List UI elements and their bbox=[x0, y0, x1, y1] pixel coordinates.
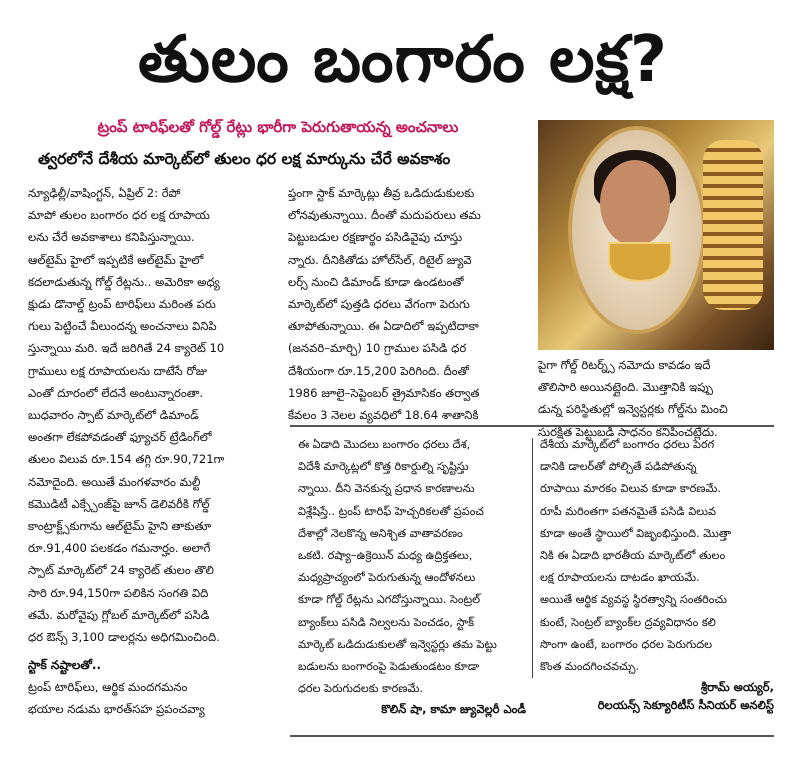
face-shape bbox=[600, 160, 670, 246]
article-line: తొలిసారి అయినట్లైంది. మొత్తానికి ఇప్పు bbox=[538, 380, 713, 395]
quote-line: డానికి డాలర్‌తో పోల్చితే పడిపోతున్న bbox=[540, 460, 697, 474]
article-line: ఆల్‌టైమ్ హైలో ఇప్పటికే ఆల్‌టైమ్ హైలో bbox=[28, 252, 204, 267]
article-line: గులు పెట్టించే వీలుందన్న అంచనాలు వినిపి bbox=[28, 319, 217, 334]
article-line: మాపో తులం బంగారం ధర లక్ష రూపాయ bbox=[28, 208, 210, 223]
quote-line: విదేశీ మార్కెట్లలో కొత్త రికార్డుల్ని సృష్టిస్తు bbox=[298, 460, 469, 474]
kicker: ట్రంప్ టారిఫ్‌లతో గోల్డ్ రేట్లు భారీగా పెరుగుతాయన్న అంచనాలు bbox=[97, 118, 459, 136]
quote-line: ఒకటి. రష్యా–ఉక్రెయిన్ మధ్య ఉద్రిక్తతలు, bbox=[298, 549, 473, 563]
quote-line: మార్కెట్ ఒడిదుడుకులతో ఇన్వెస్టర్లు తమ పెట్టు bbox=[298, 637, 497, 651]
article-line: కదలాడుతున్న గోల్డ్ రేట్లను.. అమెరికా అధ్య bbox=[28, 274, 220, 289]
article-line: గ్రాములు లక్ష రూపాయలను దాటేసే రోజు bbox=[28, 363, 208, 378]
article-line: పెట్టుబడుల రక్షణార్థం పసిడివైపు చూస్తు bbox=[288, 230, 463, 245]
article-line: తమే. మరోవైపు గ్లోబల్ మార్కెట్‌లో పసిడి bbox=[28, 607, 210, 622]
box-divider bbox=[532, 438, 533, 678]
quote-line: కూడా అంతే స్థాయిలో విజృంభిస్తుంది. మొత్తా bbox=[540, 526, 732, 540]
quote-line: నికి ఈ ఏడాది భారతీయ మార్కెట్‌లో తులం bbox=[540, 549, 726, 563]
article-line: స్తున్నాయి మరి. ఇదే జరిగితే 24 క్యారెట్ 10 bbox=[28, 341, 225, 356]
article-line: (జనవరి–మార్చి) 10 గ్రాముల పసిడి ధర bbox=[288, 341, 467, 356]
quote-line: లక్ష రూపాయలను దాటడం ఖాయమే. bbox=[540, 571, 700, 585]
article-line: న్యూఢిల్లీ/వాషింగ్టన్, ఏప్రిల్ 2: రేపో bbox=[28, 186, 181, 200]
quote-line: బ్యాంక్‌లు పసిడి నిల్వలను పెంచడం, స్టాక్ bbox=[298, 615, 474, 629]
article-line: అంతగా లేకపోవడంతో ఫ్యూచర్ ట్రేడింగ్‌లో bbox=[28, 430, 212, 445]
article-line: కేవలం 3 నెలల వ్యవధిలో 18.64 శాతానికి bbox=[288, 408, 479, 423]
section-subhead: స్టాక్ నష్టాలతో.. bbox=[28, 658, 102, 673]
quote-line: బడులను బంగారంపై పెడుతుండటం కూడా bbox=[298, 660, 480, 674]
article-line: తూపోతున్నాయి. ఈ ఏడాదిలో ఇప్పటిదాకా bbox=[288, 319, 479, 334]
article-line: సారి రూ.94,150గా పలికిన సంగతి విది bbox=[28, 585, 209, 600]
article-line: రూ.91,400 పలకడం గమనార్హం. అలాగే bbox=[28, 541, 211, 556]
expert-quote-right bbox=[540, 434, 774, 714]
article-line: కమొడిటీ ఎక్స్చేంజ్‌పై జూన్ డెలివరీకి గోల్డ్ bbox=[28, 496, 210, 511]
display-necklace-shape bbox=[703, 140, 763, 310]
woman-with-gold-jewellery-photo bbox=[538, 120, 774, 350]
article-line: దేశీయంగా రూ.15,200 పెరిగింది. దీంతో bbox=[288, 363, 469, 378]
article-line: క్షుడు డొనాల్డ్ ట్రంప్ టారిఫ్‌లు మరింత పరు bbox=[28, 297, 216, 312]
article-line: ప్తంగా స్టాక్ మార్కెట్లు తీవ్ర ఒడిదుడుకులకు bbox=[288, 186, 475, 200]
quote-line: కూడా గోల్డ్ రేట్లను ఎగదోస్తున్నాయి. సెంట్రల్ bbox=[298, 593, 481, 607]
gold-necklace-shape bbox=[608, 242, 672, 282]
quote-credit-left: కొలిన్ షా, కామా జ్యువెల్లరీ ఎండీ bbox=[381, 702, 526, 717]
quote-line: సొంగా ఉంటే, బంగారం ధరల పెరుగుదల bbox=[540, 637, 713, 651]
page-headline: తులం బంగారం లక్ష? bbox=[137, 23, 669, 97]
article-line: డున్న పరిస్థితుల్లో ఇన్వెస్టర్లకు గోల్డ్‌ను మించి bbox=[538, 402, 728, 417]
article-line: నమోదైంది. అయితే మంగళవారం మల్టీ bbox=[28, 474, 201, 489]
quote-line: అయితే ఆర్థిక వ్యవస్థ స్థిరత్వాన్ని సంతరించు bbox=[540, 593, 727, 607]
expert-quote-left bbox=[298, 434, 526, 718]
quote-line: రూపీ మరింతగా పతనమైతే పసిడి విలువ bbox=[540, 504, 716, 518]
article-line: ధర ఔన్స్ 3,100 డాలర్లను అధిగమించింది. bbox=[28, 630, 220, 645]
quote-line: ఈ ఏడాది మొదలు బంగారం ధరలు దేశ, bbox=[298, 438, 471, 451]
article-line: కాంట్రాక్ట్స్‌కుగాను ఆల్‌టైమ్ హైని తాకుతూ bbox=[28, 519, 212, 534]
article-line: బుధవారం స్పాట్ మార్కెట్‌లో డిమాండ్ bbox=[28, 408, 199, 423]
article-line: మార్కెట్‌లో పుత్తడి ధరలు వేగంగా పెరుగు bbox=[288, 297, 470, 312]
article-line: పైగా గోల్డ్ రిటర్న్స్ నమోదు కావడం ఇదే bbox=[538, 358, 711, 372]
article-line: భయాల నడుమ భారత్‌సహ ప్రపంచవ్యా bbox=[28, 702, 205, 717]
article-line: న్నారు. దీనికితోడు హోల్‌సేల్, రిటైల్ జ్యువె bbox=[288, 252, 472, 267]
article-column-2 bbox=[288, 182, 528, 426]
article-line: లోనవుతున్నాయి. దీంతో మదుపరులు తమ bbox=[288, 208, 481, 223]
quote-line: మధ్యప్రాచ్యంలో పెరుగుతున్న ఆందోళనలు bbox=[298, 571, 476, 585]
article-line: ట్రంప్ టారిఫ్‌లు, ఆర్థిక మందగమనం bbox=[28, 680, 188, 695]
quote-line: దేశీయ మార్కెట్‌లో బంగారం ధరలు పెరగ bbox=[540, 438, 715, 451]
quote-line: కొంత మందగించవచ్చు. bbox=[540, 660, 640, 674]
deck: త్వరలోనే దేశీయ మార్కెట్‌లో తులం ధర లక్ష మార్కును చేరే అవకాశం bbox=[38, 150, 451, 168]
quote-line: విశ్లేషిస్తే.. ట్రంప్ టారిఫ్ హెచ్చరికలతో ప్రపంచ bbox=[298, 504, 484, 518]
article-line: తులం విలువ రూ.154 తగ్గి రూ.90,721గా bbox=[28, 452, 225, 467]
article-line: లను చేరే అవకాశాలు కనిపిస్తున్నాయి. bbox=[28, 230, 195, 245]
article-column-1 bbox=[28, 182, 278, 721]
article-line: సురక్షిత పెట్టుబడి సాధనం కనిపించట్లేదు. bbox=[538, 424, 718, 439]
article-line: 1986 జూలై–సెప్టెంబర్ త్రైమాసికం తర్వాత bbox=[288, 385, 480, 400]
quote-line: న్నాయి. దీని వెనకున్న ప్రధాన కారణాలను bbox=[298, 482, 475, 496]
quote-credit-right-title: రిలయన్స్ సెక్యూరిటీస్ సీనియర్ అనలిస్ట్ bbox=[597, 698, 774, 713]
article-line: స్పాట్ మార్కెట్‌లో 24 క్యారెట్ తులం తొలి bbox=[28, 563, 214, 578]
article-line: ఎంతో దూరంలో లేదనే అంటున్నారంతా. bbox=[28, 385, 204, 400]
quote-line: ధరల పెరుగుదలకు కారణమే. bbox=[298, 682, 423, 696]
article-line: లర్స్ నుంచి డిమాండ్ కూడా ఉండటంతో bbox=[288, 274, 464, 289]
quote-credit-right-name: శ్రీరామ్ అయ్యర్, bbox=[700, 680, 774, 695]
quote-line: రూపాయి మారకం విలువ కూడా కారణమే. bbox=[540, 482, 721, 496]
quote-line: దేశాల్లో నెలకొన్న అనిశ్చిత వాతావరణం bbox=[298, 526, 463, 540]
quote-line: కుంటే, సెంట్రల్ బ్యాంక్‌ల ద్రవ్యవిధానం కలి bbox=[540, 615, 716, 629]
